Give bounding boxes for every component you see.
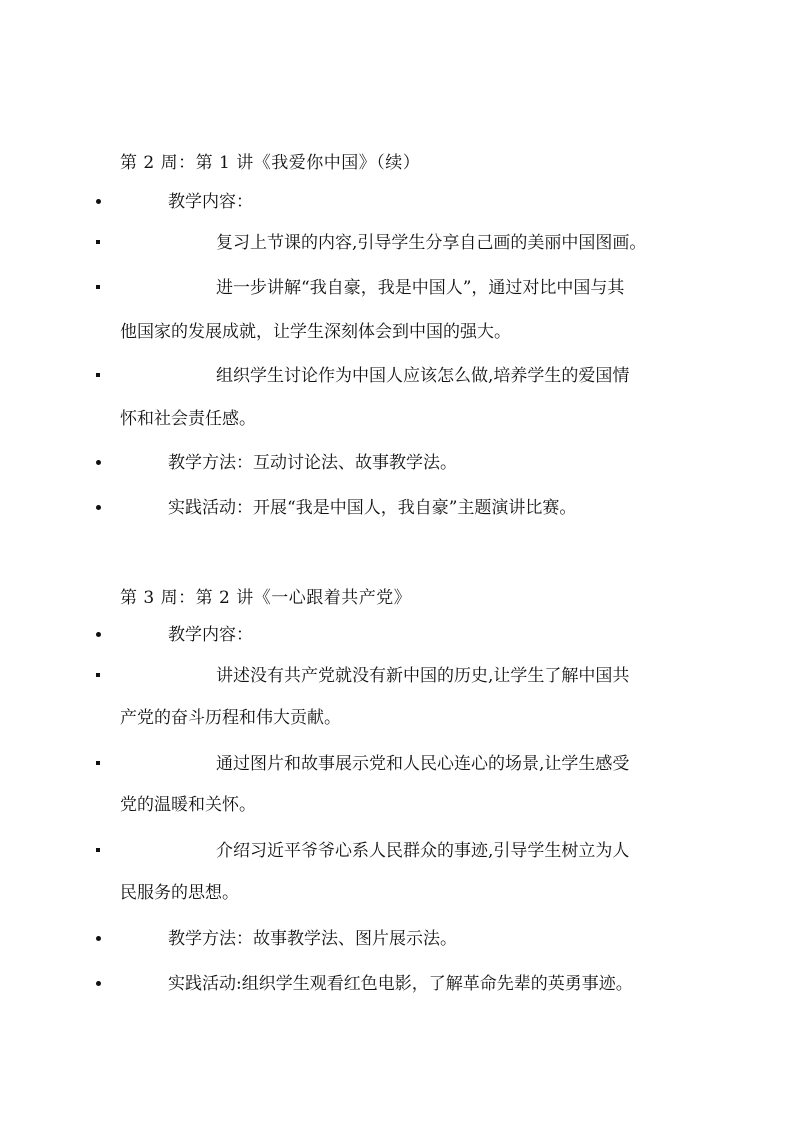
bullet: [96, 761, 100, 765]
content-line: 通过图片和故事展示党和人民心连心的场景,让学生感受: [216, 754, 630, 774]
content-line-continuation: 产党的奋斗历程和伟大贡献。: [120, 708, 341, 728]
bullet: [96, 936, 101, 941]
content-label: 教学内容：: [168, 625, 253, 645]
bullet: [96, 373, 100, 377]
teaching-method: 教学方法：互动讨论法、故事教学法。: [168, 453, 457, 473]
content-line: 组织学生讨论作为中国人应该怎么做,培养学生的爱国情: [216, 366, 630, 386]
bullet: [96, 285, 100, 289]
content-line: 介绍习近平爷爷心系人民群众的事迹,引导学生树立为人: [216, 841, 630, 861]
teaching-method: 教学方法：故事教学法、图片展示法。: [168, 929, 457, 949]
content-label: 教学内容：: [168, 192, 253, 212]
content-line-continuation: 他国家的发展成就，让学生深刻体会到中国的强大。: [120, 322, 511, 342]
practice-activity: 实践活动:组织学生观看红色电影，了解革命先辈的英勇事迹。: [168, 974, 633, 994]
content-line-continuation: 怀和社会责任感。: [120, 409, 256, 429]
bullet: [96, 240, 100, 244]
bullet: [96, 505, 101, 510]
content-line: 进一步讲解“我自豪，我是中国人”，通过对比中国与其: [216, 278, 625, 298]
bullet: [96, 848, 100, 852]
content-line-continuation: 党的温暖和关怀。: [120, 795, 256, 815]
practice-activity: 实践活动：开展“我是中国人，我自豪”主题演讲比赛。: [168, 498, 577, 518]
content-line: 讲述没有共产党就没有新中国的历史,让学生了解中国共: [216, 666, 630, 686]
bullet: [96, 199, 101, 204]
content-line: 复习上节课的内容,引导学生分享自己画的美丽中国图画。: [216, 233, 647, 253]
bullet: [96, 632, 101, 637]
bullet: [96, 981, 101, 986]
week-3-heading: 第 3 周：第 2 讲《一心跟着共产党》: [120, 588, 412, 608]
week-2-heading: 第 2 周：第 1 讲《我爱你中国》（续）: [120, 153, 421, 173]
bullet: [96, 673, 100, 677]
bullet: [96, 460, 101, 465]
content-line-continuation: 民服务的思想。: [120, 883, 239, 903]
